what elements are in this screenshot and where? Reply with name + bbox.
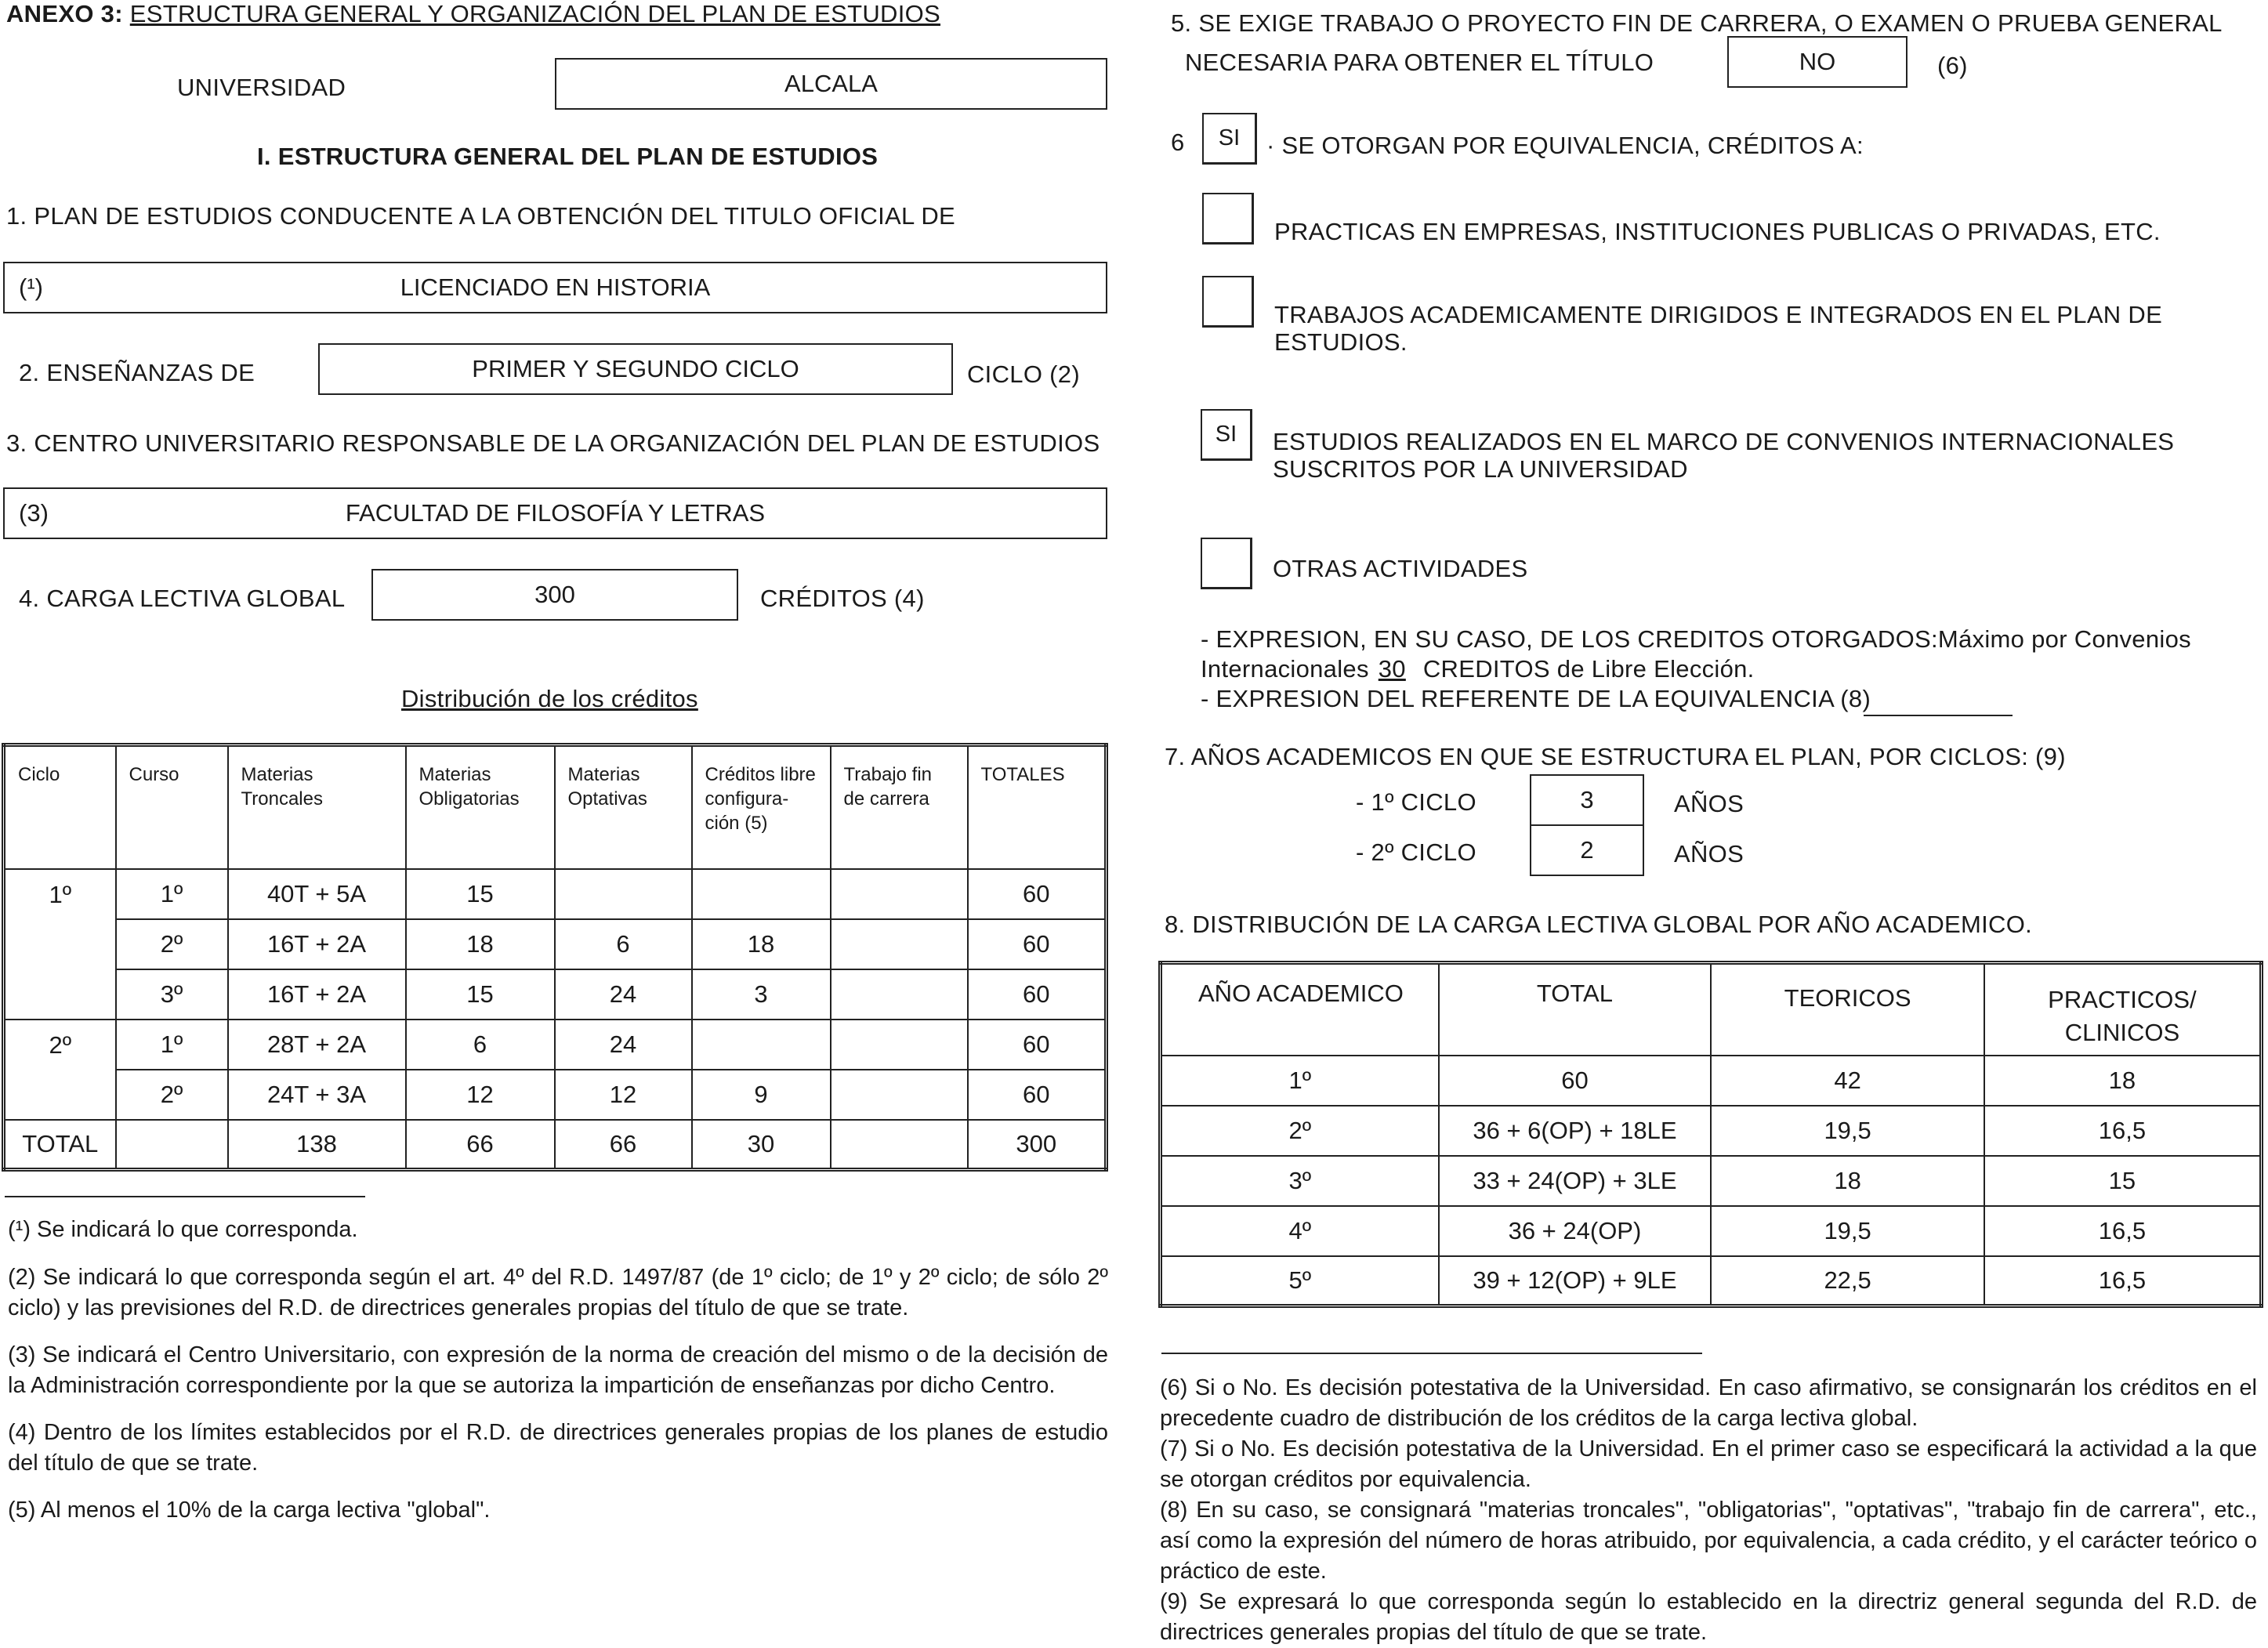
table-cell: 12 [555, 1070, 692, 1120]
table-cell: 18 [406, 919, 555, 969]
footnote-4: (4) Dentro de los límites establecidos por el R.D. de directrices generales propias de los planes de estudio del título de que se trate. [8, 1420, 1108, 1476]
item1-label: 1. PLAN DE ESTUDIOS CONDUCENTE A LA OBTENCIÓN DEL TITULO OFICIAL DE [6, 202, 955, 230]
table-cell: 16T + 2A [228, 919, 406, 969]
table-cell: 19,5 [1711, 1206, 1984, 1256]
credit-distribution-table [2, 743, 1108, 1172]
expr-referente: - EXPRESION DEL REFERENTE DE LA EQUIVALENCIA (8) [1201, 685, 1871, 712]
table-cell: 9 [692, 1070, 831, 1120]
table-cell: 138 [228, 1120, 406, 1170]
item6-text: · SE OTORGAN POR EQUIVALENCIA, CRÉDITOS A: [1266, 132, 1864, 159]
table-cell: 2º [116, 1070, 228, 1120]
table-row [1161, 1106, 2262, 1156]
table-cell: 30 [692, 1120, 831, 1170]
carga-value: 300 [534, 581, 575, 608]
footnote-6: (6) Si o No. Es decisión potestativa de la Universidad. En caso afirmativo, se consignarán los créditos en el precedente cuadro de distribución de los créditos de la carga lectiva global. [1160, 1375, 2257, 1431]
anio-header-anio: AÑO ACADEMICO [1161, 963, 1439, 1056]
ciclo1-unit: AÑOS [1674, 790, 1744, 817]
table-row [4, 919, 1107, 969]
item8-label: 8. DISTRIBUCIÓN DE LA CARGA LECTIVA GLOBAL POR AÑO ACADEMICO. [1165, 911, 2033, 938]
item5-ref: (6) [1937, 52, 1968, 79]
expr-creditos-line2 [1201, 655, 1755, 683]
dist-header-totales: TOTALES [968, 745, 1107, 869]
option-label-convenios: ESTUDIOS REALIZADOS EN EL MARCO DE CONVENIOS INTERNACIONALES SUSCRITOS POR LA UNIVERSIDAD [1273, 428, 2175, 483]
table-cell: 33 + 24(OP) + 3LE [1439, 1156, 1712, 1206]
equivalencia-checkbox-value: SI [1218, 125, 1241, 150]
centro-box [3, 487, 1107, 539]
dist-header-row [4, 745, 1107, 869]
table-cell: 40T + 5A [228, 869, 406, 919]
table-cell: 16,5 [1984, 1106, 2262, 1156]
table-cell: 66 [406, 1120, 555, 1170]
ciclo1-box [1530, 774, 1644, 826]
table-cell: 6 [555, 919, 692, 969]
dist-header-troncales: Materias Troncales [228, 745, 406, 869]
table-cell [831, 869, 968, 919]
dist-header-obligatorias: Materias Obligatorias [406, 745, 555, 869]
footnote-1: (¹) Se indicará lo que corresponda. [8, 1217, 358, 1242]
table-cell: 66 [555, 1120, 692, 1170]
ciclo2-value: 2 [1580, 836, 1594, 864]
table-cell: 6 [406, 1020, 555, 1070]
table-cell: 1º [1161, 1056, 1439, 1106]
footnote-5: (5) Al menos el 10% de la carga lectiva "global". [8, 1498, 491, 1523]
anio-header-total: TOTAL [1439, 963, 1712, 1056]
item7-label: 7. AÑOS ACADEMICOS EN QUE SE ESTRUCTURA EL PLAN, POR CICLOS: (9) [1165, 743, 2066, 770]
option-checkbox-value: SI [1215, 422, 1237, 447]
footnote-divider-right [1161, 1353, 1702, 1354]
dist-header-trabajo: Trabajo fin de carrera [831, 745, 968, 869]
table-row [1161, 1256, 2262, 1306]
table-cell [831, 1020, 968, 1070]
universidad-label: UNIVERSIDAD [177, 74, 346, 101]
table-cell: 15 [1984, 1156, 2262, 1206]
item1-ref: (¹) [19, 273, 43, 301]
table-cell: 5º [1161, 1256, 1439, 1306]
item5-line1: 5. SE EXIGE TRABAJO O PROYECTO FIN DE CARRERA, O EXAMEN O PRUEBA GENERAL [1171, 9, 2223, 37]
footnote-divider-left [5, 1196, 365, 1197]
item4-label: 4. CARGA LECTIVA GLOBAL [19, 585, 346, 612]
option-label-otras: OTRAS ACTIVIDADES [1273, 555, 1528, 582]
dist-header-ciclo: Ciclo [4, 745, 116, 869]
table-cell: 60 [968, 869, 1107, 919]
footnotes-left [8, 1215, 1108, 1526]
table-cell [831, 919, 968, 969]
anio-header-practicos: PRACTICOS/ CLINICOS [1984, 963, 2262, 1056]
annex-heading [6, 0, 940, 28]
table-row [1161, 1156, 2262, 1206]
ciclo2-label: - 2º CICLO [1356, 838, 1476, 866]
table-cell [692, 1020, 831, 1070]
table-cell: 18 [1711, 1156, 1984, 1206]
table-row-total [4, 1120, 1107, 1170]
table-cell: 16,5 [1984, 1256, 2262, 1306]
table-cell: 60 [968, 919, 1107, 969]
footnotes-right [1160, 1373, 2257, 1648]
option-label-trabajos: TRABAJOS ACADEMICAMENTE DIRIGIDOS E INTEGRADOS EN EL PLAN DE ESTUDIOS. [1274, 301, 2163, 356]
table-cell [116, 1120, 228, 1170]
anio-header-row [1161, 963, 2262, 1056]
table-cell [692, 869, 831, 919]
table-row [1161, 1206, 2262, 1256]
footnote-8: (8) En su caso, se consignará "materias troncales", "obligatorias", "optativas", "trabajo fin de carrera", etc., así como la expresión del número de horas atribuido, por equivalencia, a cada crédito, y el carácter teórico o práctico de este. [1160, 1498, 2257, 1584]
table-cell: 2º [1161, 1106, 1439, 1156]
table-cell: 3º [116, 969, 228, 1020]
expr-creditos-line1: - EXPRESION, EN SU CASO, DE LOS CREDITOS OTORGADOS:Máximo por Convenios [1201, 625, 2191, 653]
table-cell: 60 [1439, 1056, 1712, 1106]
anio-header-teoricos: TEORICOS [1711, 963, 1984, 1056]
centro-value: FACULTAD DE FILOSOFÍA Y LETRAS [345, 499, 766, 527]
ciclo1-value: 3 [1580, 786, 1594, 813]
item4-suffix: CRÉDITOS (4) [760, 585, 925, 612]
item3-ref: (3) [19, 499, 49, 527]
table-cell: 300 [968, 1120, 1107, 1170]
table-cell: 42 [1711, 1056, 1984, 1106]
equivalencia-checkbox [1202, 113, 1257, 165]
dist-title: Distribución de los créditos [401, 685, 698, 712]
option-checkbox-practicas [1202, 193, 1254, 244]
table-cell: 60 [968, 969, 1107, 1020]
table-cell: 15 [406, 869, 555, 919]
table-cell: 16,5 [1984, 1206, 2262, 1256]
table-cell: 28T + 2A [228, 1020, 406, 1070]
table-cell: 16T + 2A [228, 969, 406, 1020]
table-cell: 60 [968, 1020, 1107, 1070]
trabajo-fin-box [1727, 36, 1908, 88]
table-cell: 19,5 [1711, 1106, 1984, 1156]
table-cell: 39 + 12(OP) + 9LE [1439, 1256, 1712, 1306]
expr-creditos-c: CREDITOS de Libre Elección. [1422, 655, 1755, 683]
table-cell: 18 [692, 919, 831, 969]
table-cell: 4º [1161, 1206, 1439, 1256]
table-cell: 24 [555, 969, 692, 1020]
item5-line2: NECESARIA PARA OBTENER EL TÍTULO [1185, 49, 1654, 76]
titulo-value: LICENCIADO EN HISTORIA [400, 273, 711, 301]
table-cell: 12 [406, 1070, 555, 1120]
universidad-value: ALCALA [784, 70, 878, 97]
table-cell [555, 869, 692, 919]
table-cell: 60 [968, 1070, 1107, 1120]
expr-creditos-b: Internacionales [1201, 655, 1369, 683]
section-title: I. ESTRUCTURA GENERAL DEL PLAN DE ESTUDIOS [257, 143, 879, 170]
table-cell: 36 + 6(OP) + 18LE [1439, 1106, 1712, 1156]
ciclo2-unit: AÑOS [1674, 840, 1744, 867]
ensenanzas-box [318, 343, 953, 395]
table-cell: 1º [4, 869, 116, 1020]
universidad-box [555, 58, 1107, 110]
ensenanzas-value: PRIMER Y SEGUNDO CICLO [472, 355, 799, 382]
table-cell: 2º [116, 919, 228, 969]
table-cell: 15 [406, 969, 555, 1020]
item2-label: 2. ENSEÑANZAS DE [19, 359, 255, 386]
ciclo1-label: - 1º CICLO [1356, 788, 1476, 816]
item2-suffix: CICLO (2) [967, 360, 1080, 388]
item6-num: 6 [1171, 129, 1185, 156]
expr-creditos-num: 30 [1378, 655, 1406, 683]
table-cell: 36 + 24(OP) [1439, 1206, 1712, 1256]
table-row [1161, 1056, 2262, 1106]
table-cell: 2º [4, 1020, 116, 1120]
ciclo2-box [1530, 824, 1644, 876]
table-row [4, 869, 1107, 919]
annex-title: ESTRUCTURA GENERAL Y ORGANIZACIÓN DEL PLAN DE ESTUDIOS [129, 0, 940, 27]
table-cell: 24T + 3A [228, 1070, 406, 1120]
footnote-3: (3) Se indicará el Centro Universitario, con expresión de la norma de creación del mismo o de la decisión de la Administración correspondiente por la que se autoriza la impartición de enseñanzas por dicho Centro. [8, 1342, 1108, 1398]
option-checkbox-trabajos [1202, 276, 1254, 328]
table-row [4, 1020, 1107, 1070]
table-cell [831, 1070, 968, 1120]
table-cell [831, 1120, 968, 1170]
table-cell [831, 969, 968, 1020]
table-cell: 1º [116, 1020, 228, 1070]
footnote-7: (7) Si o No. Es decisión potestativa de la Universidad. En el primer caso se especificará la actividad a la que se otorgan créditos por equivalencia. [1160, 1436, 2257, 1492]
footnote-9: (9) Se expresará lo que corresponda según lo establecido en la directriz general segunda del R.D. de directrices generales propias del título de que se trate. [1160, 1589, 2257, 1645]
footnote-2: (2) Se indicará lo que corresponda según el art. 4º del R.D. 1497/87 (de 1º ciclo; de 1º y 2º ciclo; de sólo 2º ciclo) y las previsiones del R.D. de directrices generales propias del título de que se trate. [8, 1265, 1108, 1320]
option-label-practicas: PRACTICAS EN EMPRESAS, INSTITUCIONES PUBLICAS O PRIVADAS, ETC. [1274, 218, 2161, 245]
table-cell: 22,5 [1711, 1256, 1984, 1306]
annex-label: ANEXO 3: [6, 0, 123, 27]
option-checkbox-convenios [1201, 409, 1252, 461]
table-row [4, 969, 1107, 1020]
carga-por-anio-table [1158, 961, 2263, 1308]
dist-header-curso: Curso [116, 745, 228, 869]
dist-header-libre: Créditos libre configura-ción (5) [692, 745, 831, 869]
titulo-box [3, 262, 1107, 313]
table-cell: 18 [1984, 1056, 2262, 1106]
dist-header-optativas: Materias Optativas [555, 745, 692, 869]
table-cell: 1º [116, 869, 228, 919]
table-cell: 3º [1161, 1156, 1439, 1206]
table-cell: 24 [555, 1020, 692, 1070]
expr-referente-blank [1864, 715, 2013, 716]
table-cell: 3 [692, 969, 831, 1020]
item3-label: 3. CENTRO UNIVERSITARIO RESPONSABLE DE LA ORGANIZACIÓN DEL PLAN DE ESTUDIOS [6, 429, 1100, 457]
carga-box [371, 569, 738, 621]
option-checkbox-otras [1201, 538, 1252, 589]
trabajo-fin-value: NO [1799, 48, 1836, 75]
table-cell: TOTAL [4, 1120, 116, 1170]
table-row [4, 1070, 1107, 1120]
